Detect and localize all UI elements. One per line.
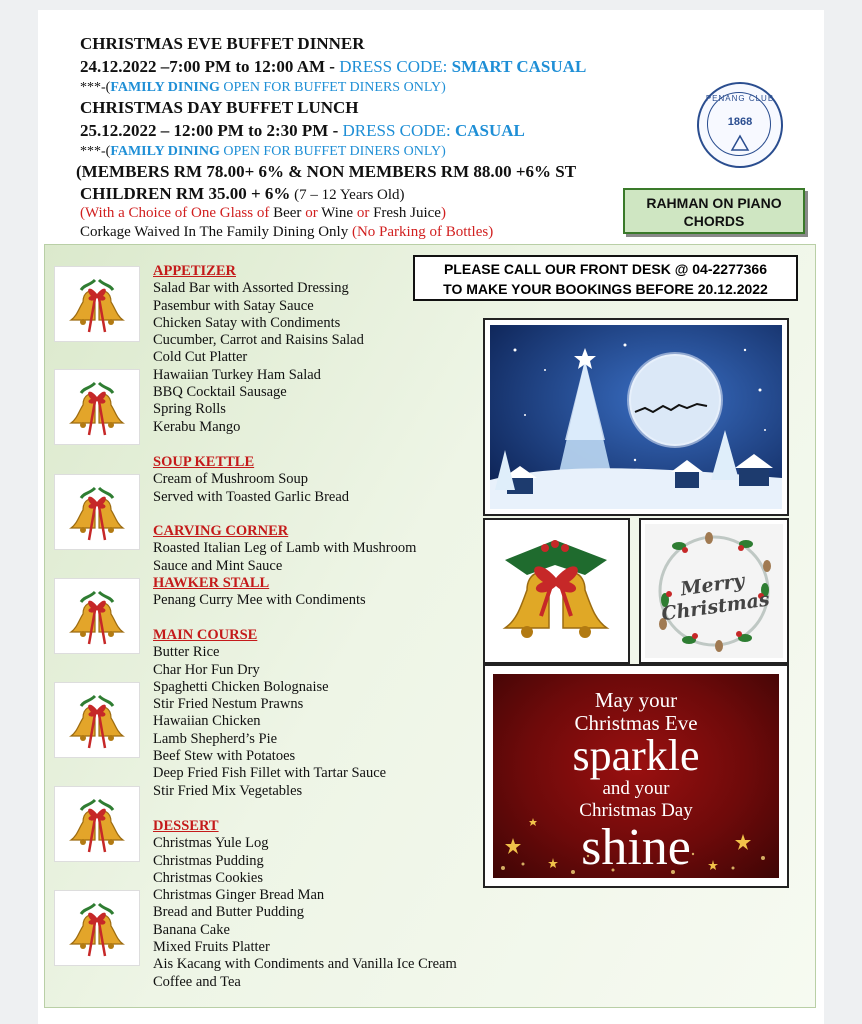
eve-title: CHRISTMAS EVE BUFFET DINNER xyxy=(80,34,365,53)
bell-icon xyxy=(55,683,139,757)
day-dress-label: DRESS CODE: xyxy=(342,121,455,140)
piano-entertainment-box xyxy=(623,188,805,234)
eve-datetime xyxy=(80,57,586,77)
booking-line-2: TO MAKE YOUR BOOKINGS BEFORE 20.12.2022 xyxy=(443,281,768,297)
drink-choice xyxy=(80,205,446,222)
choice-or-2: or xyxy=(353,205,374,221)
day-datetime xyxy=(80,121,525,141)
day-dress-value: CASUAL xyxy=(454,121,525,140)
day-title: CHRISTMAS DAY BUFFET LUNCH xyxy=(80,98,359,117)
booking-line-1: PLEASE CALL OUR FRONT DESK @ 04-2277366 xyxy=(443,261,768,277)
logo-emblem-icon xyxy=(730,134,750,152)
menu-item: Banana Cake xyxy=(153,921,230,938)
menu-item: Chicken Satay with Condiments xyxy=(153,314,341,331)
menu-item: Roasted Italian Leg of Lamb with Mushroom xyxy=(153,540,417,557)
menu-item: Lamb Shepherd’s Pie xyxy=(153,730,278,747)
christmas-bells-image xyxy=(483,518,630,664)
menu-item: Pasembur with Satay Sauce xyxy=(153,297,314,314)
menu-item: Ais Kacang with Condiments and Vanilla Ice Cream xyxy=(153,956,457,973)
corkage-note: (No Parking of Bottles) xyxy=(351,224,494,240)
menu-item: Coffee and Tea xyxy=(153,973,241,990)
merry-christmas-text: Merry Christmas xyxy=(660,569,771,626)
quote-line-6: shine xyxy=(581,819,691,876)
menu-item: Christmas Yule Log xyxy=(153,835,269,852)
children-age: (7 – 12 Years Old) xyxy=(290,187,405,203)
piano-line-1: RAHMAN ON PIANO xyxy=(646,195,782,211)
menu-item: Christmas Ginger Bread Man xyxy=(153,887,325,904)
day-note-prefix: ***-( xyxy=(80,144,111,159)
menu-item: BBQ Cocktail Sausage xyxy=(153,384,287,401)
eve-dress-label: DRESS CODE: xyxy=(339,57,452,76)
menu-item: Mixed Fruits Platter xyxy=(153,939,270,956)
bell-decoration-4 xyxy=(54,578,140,654)
bell-decoration-6 xyxy=(54,786,140,862)
section-title-dessert: DESSERT xyxy=(153,818,219,834)
bell-icon xyxy=(55,787,139,861)
section-title-hawker: HAWKER STALL xyxy=(153,574,270,591)
choice-a: (With a Choice of One Glass of xyxy=(80,205,274,221)
christmas-tree-moon-illustration xyxy=(485,320,787,514)
eve-time: 24.12.2022 –7:00 PM to 12:00 AM - xyxy=(80,57,340,76)
menu-item: Spring Rolls xyxy=(153,401,226,418)
bell-icon xyxy=(55,370,139,444)
bell-icon xyxy=(55,579,139,653)
menu-item: Kerabu Mango xyxy=(153,418,241,435)
day-family-note xyxy=(80,144,446,160)
section-title-carving: CARVING CORNER xyxy=(153,523,289,539)
quote-line-1: May your xyxy=(594,688,678,712)
eve-note-prefix: ***-( xyxy=(80,80,111,95)
menu-item: Cream of Mushroom Soup xyxy=(153,471,309,488)
menu-appetizer xyxy=(153,263,364,436)
golden-bells-icon xyxy=(485,520,628,662)
menu-item: Penang Curry Mee with Condiments xyxy=(153,592,366,609)
quote-line-2: Christmas Eve xyxy=(574,711,698,735)
day-family-dining: FAMILY DINING xyxy=(110,144,220,159)
bell-icon xyxy=(55,267,139,341)
pricing-members: (MEMBERS RM 78.00+ 6% & NON MEMBERS RM 88.00 +6% ST xyxy=(76,162,577,181)
choice-wine: Wine xyxy=(321,205,354,221)
eve-dress-value: SMART CASUAL xyxy=(451,57,587,76)
menu-item: Butter Rice xyxy=(153,644,220,661)
menu-item: Hawaiian Chicken xyxy=(153,713,261,730)
menu-soup xyxy=(153,454,349,506)
piano-line-2: CHORDS xyxy=(683,213,745,229)
day-note-rest: OPEN FOR BUFFET DINERS ONLY) xyxy=(219,144,446,159)
menu-item: Char Hor Fun Dry xyxy=(153,661,260,678)
bell-icon xyxy=(55,475,139,549)
menu-item: Cold Cut Platter xyxy=(153,349,248,366)
section-title-soup: SOUP KETTLE xyxy=(153,454,255,470)
logo-club-name: PENANG CLUB xyxy=(705,94,775,103)
sparkle-shine-quote-image xyxy=(483,664,789,888)
menu-item: Bread and Butter Pudding xyxy=(153,904,305,921)
menu-item: Hawaiian Turkey Ham Salad xyxy=(153,366,321,383)
bell-decoration-2 xyxy=(54,369,140,445)
quote-line-4: and your xyxy=(602,778,670,799)
booking-notice xyxy=(413,255,798,301)
menu-item: Beef Stew with Potatoes xyxy=(153,748,296,765)
choice-end: ) xyxy=(440,205,446,221)
bell-decoration-7 xyxy=(54,890,140,966)
logo-year: 1868 xyxy=(727,116,753,128)
choice-beer: Beer xyxy=(273,205,302,221)
bell-decoration-5 xyxy=(54,682,140,758)
quote-line-5: Christmas Day xyxy=(579,800,693,821)
menu-carving xyxy=(153,523,416,609)
eve-family-note xyxy=(80,80,446,96)
menu-item: Christmas Cookies xyxy=(153,869,263,886)
menu-dessert xyxy=(153,818,457,991)
eve-note-rest: OPEN FOR BUFFET DINERS ONLY) xyxy=(219,80,446,95)
menu-item: Served with Toasted Garlic Bread xyxy=(153,488,350,505)
pricing-children xyxy=(80,184,405,204)
choice-juice: Fresh Juice xyxy=(373,205,441,221)
menu-item: Stir Fried Mix Vegetables xyxy=(153,782,303,799)
menu-item: Salad Bar with Assorted Dressing xyxy=(153,280,349,297)
corkage-line xyxy=(80,224,493,241)
bell-decoration-3 xyxy=(54,474,140,550)
merry-christmas-wreath-image xyxy=(639,518,789,664)
menu-item: Christmas Pudding xyxy=(153,852,264,869)
day-time: 25.12.2022 – 12:00 PM to 2:30 PM - xyxy=(80,121,343,140)
menu-item: Sauce and Mint Sauce xyxy=(153,557,283,574)
menu-item: Cucumber, Carrot and Raisins Salad xyxy=(153,332,364,349)
bell-decoration-1 xyxy=(54,266,140,342)
quote-background xyxy=(493,674,779,878)
christmas-night-image xyxy=(483,318,789,516)
menu-item: Spaghetti Chicken Bolognaise xyxy=(153,678,329,695)
menu-item: Stir Fried Nestum Prawns xyxy=(153,696,304,713)
menu-main-course xyxy=(153,627,386,800)
eve-family-dining: FAMILY DINING xyxy=(110,80,220,95)
corkage-text: Corkage Waived In The Family Dining Only xyxy=(80,224,352,240)
children-price: CHILDREN RM 35.00 + 6% xyxy=(80,184,291,203)
bell-icon xyxy=(55,891,139,965)
section-title-appetizer: APPETIZER xyxy=(153,263,236,279)
quote-line-3: sparkle xyxy=(572,731,700,780)
section-title-main: MAIN COURSE xyxy=(153,627,258,643)
choice-or-1: or xyxy=(301,205,322,221)
menu-item: Deep Fried Fish Fillet with Tartar Sauce xyxy=(153,765,387,782)
penang-club-logo xyxy=(697,82,783,168)
